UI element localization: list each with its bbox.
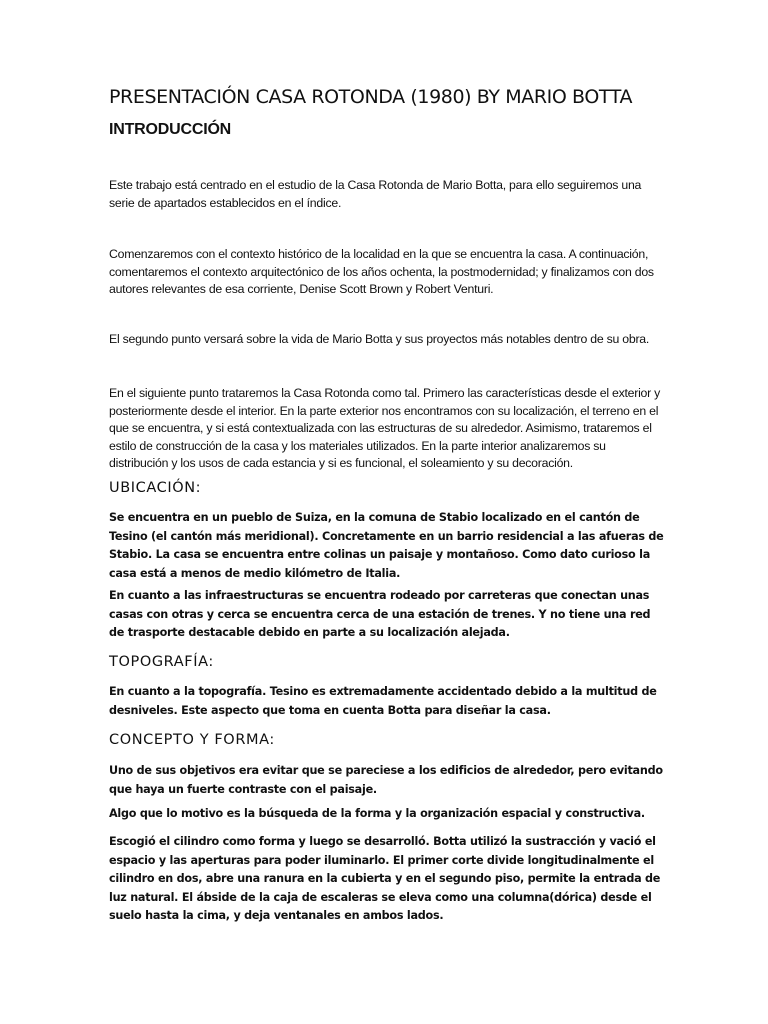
intro-paragraph: Este trabajo está centrado en el estudio de la Casa Rotonda de Mario Botta, para ello seguiremos una serie de apartados establecidos en el índice. bbox=[109, 178, 642, 210]
concepto-paragraph: Algo que lo motivo es la búsqueda de la forma y la organización espacial y constructiva. bbox=[109, 807, 645, 820]
ubicacion-heading: UBICACIÓN: bbox=[109, 480, 202, 496]
intro-heading: INTRODUCCIÓN bbox=[109, 121, 232, 138]
intro-paragraph: Comenzaremos con el contexto histórico de la localidad en la que se encuentra la casa. A continuación, comentaremos el contexto arquitectónico de los años ochenta, la postmodernidad; y finalizamos con dos autores relevantes de esa corriente, Denise Scott Brown y Robert Venturi. bbox=[109, 247, 654, 296]
concepto-paragraph: Escogió el cilindro como forma y luego se desarrolló. Botta utilizó la sustracción y vació el espacio y las aperturas para poder iluminarlo. El primer corte divide longitudinalmente el cilindro en dos, abre una ranura en la cubierta y en el segundo piso, permite la entrada de luz natural. El ábside de la caja de escaleras se eleva como una columna(dórica) desde el suelo hasta la cima, y deja ventanales en ambos lados. bbox=[109, 835, 661, 923]
ubicacion-paragraph: Se encuentra en un pueblo de Suiza, en la comuna de Stabio localizado en el cantón de Tesino (el cantón más meridional). Concretamente en un barrio residencial a las afueras de Stabio. La casa se encuentra entre colinas un paisaje y montañoso. Como dato curioso la casa está a menos de medio kilómetro de Italia. bbox=[109, 511, 664, 580]
concepto-heading: CONCEPTO Y FORMA: bbox=[109, 732, 275, 748]
topografia-heading: TOPOGRAFÍA: bbox=[109, 654, 214, 670]
ubicacion-paragraph: En cuanto a las infraestructuras se encuentra rodeado por carreteras que conectan unas casas con otras y cerca se encuentra cerca de una estación de trenes. Y no tiene una red de trasporte destacable debido en parte a su localización alejada. bbox=[109, 589, 651, 640]
intro-paragraph: El segundo punto versará sobre la vida de Mario Botta y sus proyectos más notables dentro de su obra. bbox=[109, 332, 650, 346]
topografia-paragraph: En cuanto a la topografía. Tesino es extremadamente accidentado debido a la multitud de desniveles. Este aspecto que toma en cuenta Botta para diseñar la casa. bbox=[109, 685, 657, 717]
document-title: PRESENTACIÓN CASA ROTONDA (1980) BY MARIO BOTTA bbox=[109, 86, 633, 108]
concepto-paragraph: Uno de sus objetivos era evitar que se pareciese a los edificios de alrededor, pero evitando que haya un fuerte contraste con el paisaje. bbox=[109, 764, 663, 796]
intro-paragraph: En el siguiente punto trataremos la Casa Rotonda como tal. Primero las características desde el exterior y posteriormente desde el interior. En la parte exterior nos encontramos con su localización, el terreno en el que se encuentra, y si está contextualizada con las estructuras de su alrededor. Asimismo, trataremos el estilo de construcción de la casa y los materiales utilizados. En la parte interior analizaremos su distribución y los usos de cada estancia y si es funcional, el soleamiento y su decoración. bbox=[109, 386, 661, 470]
